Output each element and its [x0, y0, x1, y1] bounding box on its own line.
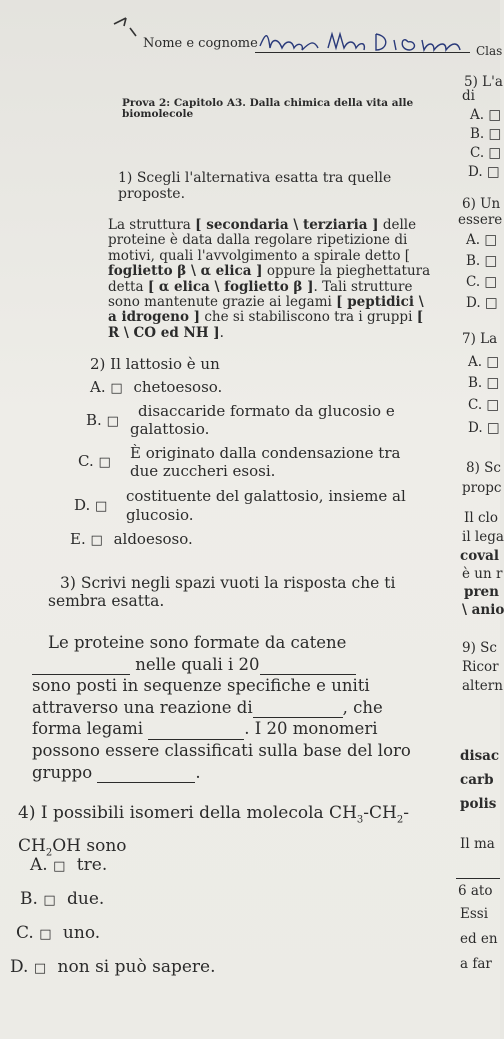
q8-head: 8) Sc: [466, 460, 501, 476]
q6-head: 6) Un: [462, 196, 501, 212]
q6-option-b[interactable]: B. □: [466, 253, 498, 269]
pen-mark-scribble: [112, 16, 142, 38]
name-label: Nome e cognome: [143, 36, 258, 51]
q4-option-b[interactable]: B. □ due.: [20, 889, 105, 909]
q2-option-e[interactable]: E. □ aldoesoso.: [70, 530, 193, 548]
q4-option-d[interactable]: D. □ non si può sapere.: [10, 957, 216, 977]
para-line: foglietto β \ α elica ] oppure la pieghettatura: [108, 263, 431, 280]
q6-option-c[interactable]: C. □: [466, 274, 498, 290]
q4-option-a[interactable]: A. □ tre.: [30, 855, 108, 875]
para-line: sono mantenute grazie ai legami [ peptidici \: [108, 294, 424, 311]
checkbox-icon: □: [90, 533, 103, 548]
question-3: 3) Scrivi negli spazi vuoti la risposta che ti sembra esatta.: [48, 574, 396, 610]
checkbox-icon: □: [95, 499, 108, 514]
blank-2[interactable]: [260, 674, 356, 675]
test-title: Prova 2: Capitolo A3. Dalla chimica della vita alle biomolecole: [122, 97, 414, 120]
q9-word: carb: [460, 772, 494, 788]
q7-option-c[interactable]: C. □: [468, 397, 500, 413]
q6-sub: essere: [458, 212, 503, 228]
blank-5[interactable]: [97, 782, 195, 783]
q2-option-c[interactable]: C. □: [78, 452, 111, 470]
q8-line: Il clo: [464, 510, 498, 526]
q2-option-d[interactable]: D. □: [74, 496, 108, 514]
para-line: R \ CO ed NH ].: [108, 324, 224, 341]
blank-1[interactable]: [32, 674, 130, 675]
q5-head: 5) L'a: [464, 74, 503, 90]
checkbox-icon: □: [98, 455, 111, 470]
q7-head: 7) La: [462, 331, 498, 347]
q9-word: polis: [460, 796, 497, 812]
q9-tail: ed en: [460, 931, 498, 947]
checkbox-icon: □: [39, 927, 52, 942]
question-2: 2) Il lattosio è un: [90, 355, 220, 373]
q8-line: il lega: [462, 529, 504, 545]
checkbox-icon: □: [110, 381, 123, 396]
q7-option-d[interactable]: D. □: [468, 420, 500, 436]
name-underline: [255, 52, 470, 53]
q8-line: è un r: [462, 566, 503, 582]
q9-tail: a far: [460, 956, 492, 972]
q2-option-d-text: costituente del galattosio, insieme al glucosio.: [126, 487, 406, 524]
checkbox-icon: □: [43, 893, 56, 908]
q9-sub: Ricor: [462, 659, 499, 675]
q9-tail: Essi: [460, 906, 489, 922]
para-line: detta [ α elica \ foglietto β ]. Tali strutture: [108, 278, 413, 295]
q2-option-b[interactable]: B. □: [86, 411, 119, 429]
q9-blank[interactable]: [456, 878, 500, 879]
q8-line: pren: [464, 584, 499, 600]
q9-tail: 6 ato: [458, 883, 493, 899]
q2-option-c-text: È originato dalla condensazione tra due zuccheri esosi.: [130, 444, 401, 480]
q6-option-d[interactable]: D. □: [466, 295, 498, 311]
q5-option-c[interactable]: C. □: [470, 145, 502, 161]
question-1: 1) Scegli l'alternativa esatta tra quelle proposte.: [118, 170, 392, 202]
q9-sub: altern: [462, 678, 503, 694]
q9-word: disac: [460, 748, 500, 764]
q9-head: 9) Sc: [462, 640, 497, 656]
q8-line: coval: [460, 548, 499, 564]
para-line: La struttura [ secondaria \ terziaria ] delle: [108, 217, 417, 233]
blank-4[interactable]: [148, 739, 244, 740]
question-4: 4) I possibili isomeri della molecola $CH_3-CH_2-$ $CH_2OH$ sono: [18, 803, 409, 859]
q9-tail: Il ma: [460, 836, 495, 852]
q6-option-a[interactable]: A. □: [466, 232, 498, 248]
handwritten-name-signature: [258, 28, 468, 58]
checkbox-icon: □: [53, 859, 66, 874]
q4-option-c[interactable]: C. □ uno.: [16, 923, 101, 943]
para-line: a idrogeno ] che si stabiliscono tra i gruppi [: [108, 309, 424, 326]
q7-option-a[interactable]: A. □: [468, 354, 500, 370]
q5-sub: di: [462, 88, 475, 104]
q5-option-b[interactable]: B. □: [470, 126, 502, 142]
q8-line: \ anio: [462, 602, 504, 618]
blank-3[interactable]: [253, 717, 343, 718]
q5-option-a[interactable]: A. □: [470, 107, 502, 123]
q7-option-b[interactable]: B. □: [468, 375, 500, 391]
class-label: Clas: [476, 44, 503, 58]
checkbox-icon: □: [106, 414, 119, 429]
checkbox-icon: □: [33, 961, 47, 976]
q2-option-b-text: disaccaride formato da glucosio e galattosio.: [130, 402, 395, 438]
q8-sub: propc: [462, 480, 502, 496]
question-1-paragraph: La struttura [ secondaria \ terziaria ] delle proteine è data dalla regolare ripetizione di motivi, quali l'avvolgimento a spirale detto [ foglietto β \ α elica ] oppure la pieghettatura detta [ α elica \ foglietto β ]. Tali strutture sono mantenute grazie ai legami [ peptidici \ a idrogeno ] che si stabiliscono tra i gruppi [ R \ CO ed NH ].: [108, 217, 431, 341]
fill-in-text: Le proteine sono formate da catene nelle quali i 20 sono posti in sequenze specifiche e uniti attraverso una reazione di , che forma legami . I 20 monomeri possono essere classificati sulla base del loro gruppo .: [32, 633, 411, 782]
q5-option-d[interactable]: D. □: [468, 164, 500, 180]
q2-option-a[interactable]: A. □ chetoesoso.: [90, 378, 223, 396]
